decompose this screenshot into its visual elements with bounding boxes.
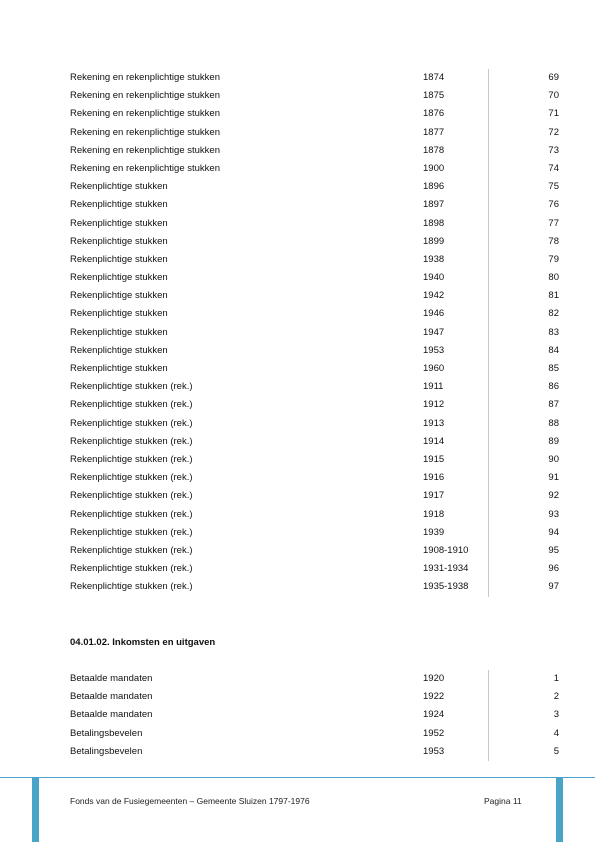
row-year: 1939 bbox=[423, 526, 445, 538]
row-description: Betaalde mandaten bbox=[70, 691, 153, 703]
footer-divider bbox=[0, 777, 595, 778]
row-inventory-number: 91 bbox=[548, 472, 559, 484]
row-year: 1878 bbox=[423, 144, 445, 156]
table-row bbox=[70, 415, 559, 433]
row-year: 1875 bbox=[423, 90, 445, 102]
row-inventory-number: 77 bbox=[548, 217, 559, 229]
row-inventory-number: 88 bbox=[548, 417, 559, 429]
row-year: 1920 bbox=[423, 673, 445, 684]
row-description: Rekening en rekenplichtige stukken bbox=[70, 126, 220, 138]
row-description: Rekenplichtige stukken bbox=[70, 217, 168, 229]
table-row bbox=[70, 524, 559, 542]
row-description: Rekening en rekenplichtige stukken bbox=[70, 90, 220, 102]
row-year: 1924 bbox=[423, 709, 445, 721]
row-year: 1877 bbox=[423, 126, 445, 138]
row-inventory-number: 84 bbox=[548, 344, 559, 356]
row-inventory-number: 69 bbox=[548, 72, 559, 83]
table-row bbox=[70, 706, 559, 724]
row-inventory-number: 85 bbox=[548, 363, 559, 374]
row-inventory-number: 89 bbox=[548, 435, 559, 447]
table-row bbox=[70, 287, 559, 305]
row-description: Rekenplichtige stukken bbox=[70, 272, 168, 284]
row-description: Betalingsbevelen bbox=[70, 727, 143, 739]
row-description: Rekenplichtige stukken bbox=[70, 344, 168, 356]
row-year: 1917 bbox=[423, 490, 445, 502]
row-inventory-number: 2 bbox=[553, 691, 559, 703]
table-row bbox=[70, 396, 559, 414]
row-year: 1953 bbox=[423, 344, 445, 356]
row-inventory-number: 4 bbox=[553, 727, 559, 739]
row-inventory-number: 5 bbox=[553, 745, 559, 757]
row-year: 1947 bbox=[423, 326, 445, 338]
row-description: Rekenplichtige stukken (rek.) bbox=[70, 381, 193, 393]
table-row bbox=[70, 305, 559, 323]
row-year: 1897 bbox=[423, 199, 445, 211]
row-year: 1898 bbox=[423, 217, 445, 229]
row-year: 1931-1934 bbox=[423, 563, 469, 575]
row-description: Betalingsbevelen bbox=[70, 745, 143, 757]
row-inventory-number: 86 bbox=[548, 381, 559, 393]
row-year: 1914 bbox=[423, 435, 445, 447]
table-row bbox=[70, 69, 559, 87]
row-year: 1876 bbox=[423, 108, 445, 120]
row-description: Rekening en rekenplichtige stukken bbox=[70, 108, 220, 120]
row-inventory-number: 73 bbox=[548, 144, 559, 156]
table-row bbox=[70, 433, 559, 451]
row-description: Rekenplichtige stukken bbox=[70, 199, 168, 211]
table-row bbox=[70, 469, 559, 487]
row-year: 1935-1938 bbox=[423, 581, 469, 593]
table-row bbox=[70, 87, 559, 105]
column-divider bbox=[488, 69, 489, 597]
row-inventory-number: 95 bbox=[548, 544, 559, 556]
table-row bbox=[70, 342, 559, 360]
row-description: Rekenplichtige stukken (rek.) bbox=[70, 417, 193, 429]
row-description: Rekenplichtige stukken (rek.) bbox=[70, 544, 193, 556]
row-description: Rekenplichtige stukken bbox=[70, 308, 168, 320]
row-year: 1913 bbox=[423, 417, 445, 429]
table-row bbox=[70, 215, 559, 233]
row-year: 1899 bbox=[423, 235, 445, 247]
table-row bbox=[70, 105, 559, 123]
table-row bbox=[70, 269, 559, 287]
table-row bbox=[70, 688, 559, 706]
row-inventory-number: 70 bbox=[548, 90, 559, 102]
row-description: Rekenplichtige stukken (rek.) bbox=[70, 435, 193, 447]
table-row bbox=[70, 560, 559, 578]
table-row bbox=[70, 542, 559, 560]
table-row bbox=[70, 743, 559, 761]
row-inventory-number: 97 bbox=[548, 581, 559, 593]
row-description: Rekenplichtige stukken bbox=[70, 181, 168, 193]
row-year: 1912 bbox=[423, 399, 445, 411]
column-divider bbox=[488, 670, 489, 761]
table-row bbox=[70, 506, 559, 524]
inventory-table-rekenplichtige-stukken bbox=[70, 69, 559, 596]
row-description: Rekenplichtige stukken (rek.) bbox=[70, 453, 193, 465]
table-row bbox=[70, 451, 559, 469]
row-description: Rekenplichtige stukken (rek.) bbox=[70, 508, 193, 520]
row-year: 1911 bbox=[423, 381, 444, 393]
row-year: 1918 bbox=[423, 508, 445, 520]
row-inventory-number: 75 bbox=[548, 181, 559, 193]
row-description: Rekenplichtige stukken (rek.) bbox=[70, 526, 193, 538]
row-inventory-number: 87 bbox=[548, 399, 559, 411]
row-inventory-number: 96 bbox=[548, 563, 559, 575]
footer-accent-bar-left bbox=[32, 778, 39, 842]
row-year: 1938 bbox=[423, 253, 445, 265]
footer-accent-bar-right bbox=[556, 778, 563, 842]
table-row bbox=[70, 725, 559, 743]
table-row bbox=[70, 378, 559, 396]
row-description: Rekening en rekenplichtige stukken bbox=[70, 72, 220, 83]
row-year: 1896 bbox=[423, 181, 445, 193]
row-description: Rekenplichtige stukken bbox=[70, 290, 168, 302]
row-inventory-number: 90 bbox=[548, 453, 559, 465]
row-year: 1953 bbox=[423, 745, 445, 757]
row-year: 1915 bbox=[423, 453, 445, 465]
row-inventory-number: 81 bbox=[548, 290, 559, 302]
row-inventory-number: 72 bbox=[548, 126, 559, 138]
table-row bbox=[70, 578, 559, 596]
row-year: 1900 bbox=[423, 162, 445, 174]
row-year: 1960 bbox=[423, 363, 445, 374]
row-inventory-number: 93 bbox=[548, 508, 559, 520]
section-heading: 04.01.02. Inkomsten en uitgaven bbox=[70, 637, 216, 648]
row-inventory-number: 92 bbox=[548, 490, 559, 502]
row-inventory-number: 82 bbox=[548, 308, 559, 320]
row-description: Betaalde mandaten bbox=[70, 709, 153, 721]
row-description: Rekenplichtige stukken bbox=[70, 253, 168, 265]
row-inventory-number: 71 bbox=[548, 108, 559, 120]
table-row bbox=[70, 196, 559, 214]
table-row bbox=[70, 178, 559, 196]
row-description: Rekenplichtige stukken (rek.) bbox=[70, 581, 193, 593]
row-year: 1940 bbox=[423, 272, 445, 284]
row-inventory-number: 83 bbox=[548, 326, 559, 338]
row-description: Rekenplichtige stukken bbox=[70, 363, 168, 374]
row-description: Rekenplichtige stukken (rek.) bbox=[70, 399, 193, 411]
table-row bbox=[70, 124, 559, 142]
row-inventory-number: 76 bbox=[548, 199, 559, 211]
row-inventory-number: 3 bbox=[553, 709, 559, 721]
table-row bbox=[70, 142, 559, 160]
row-description: Rekening en rekenplichtige stukken bbox=[70, 162, 220, 174]
row-inventory-number: 79 bbox=[548, 253, 559, 265]
row-inventory-number: 74 bbox=[548, 162, 559, 174]
footer-page-number: Pagina 11 bbox=[484, 796, 522, 806]
table-row bbox=[70, 251, 559, 269]
row-description: Rekenplichtige stukken (rek.) bbox=[70, 563, 193, 575]
row-inventory-number: 80 bbox=[548, 272, 559, 284]
row-year: 1874 bbox=[423, 72, 445, 83]
footer-document-title: Fonds van de Fusiegemeenten – Gemeente Sluizen 1797-1976 bbox=[70, 796, 310, 806]
table-row bbox=[70, 233, 559, 251]
row-year: 1908-1910 bbox=[423, 544, 469, 556]
table-row bbox=[70, 670, 559, 688]
row-year: 1916 bbox=[423, 472, 445, 484]
table-row bbox=[70, 487, 559, 505]
table-row bbox=[70, 324, 559, 342]
row-inventory-number: 1 bbox=[553, 673, 559, 684]
row-description: Rekening en rekenplichtige stukken bbox=[70, 144, 220, 156]
row-description: Rekenplichtige stukken bbox=[70, 235, 168, 247]
row-year: 1946 bbox=[423, 308, 445, 320]
row-year: 1942 bbox=[423, 290, 445, 302]
row-description: Rekenplichtige stukken (rek.) bbox=[70, 472, 193, 484]
inventory-table-inkomsten-uitgaven bbox=[70, 670, 559, 761]
row-description: Rekenplichtige stukken bbox=[70, 326, 168, 338]
row-inventory-number: 78 bbox=[548, 235, 559, 247]
row-description: Rekenplichtige stukken (rek.) bbox=[70, 490, 193, 502]
table-row bbox=[70, 160, 559, 178]
row-description: Betaalde mandaten bbox=[70, 673, 153, 684]
table-row bbox=[70, 360, 559, 378]
row-year: 1922 bbox=[423, 691, 445, 703]
row-inventory-number: 94 bbox=[548, 526, 559, 538]
row-year: 1952 bbox=[423, 727, 445, 739]
